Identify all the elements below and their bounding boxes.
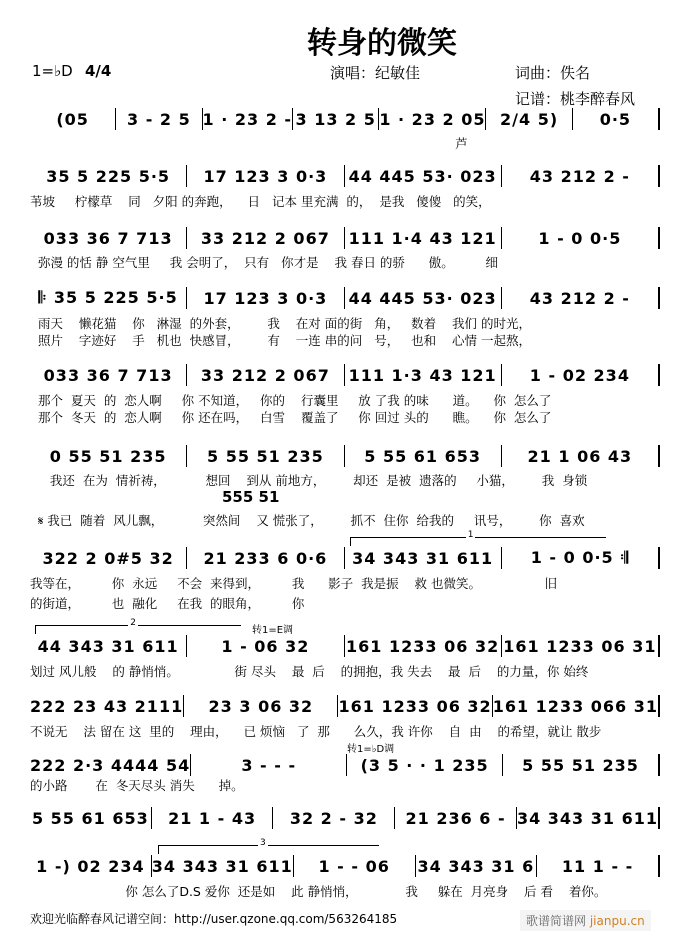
lyric-line: 你 怎么了D.S 爱你 还是如 此 静悄悄， 我 躲在 月亮身 后 看 着你。: [30, 884, 607, 899]
measure: 34 343 31 611: [345, 547, 502, 569]
lyric-line: 的小路 在 冬天尽头 消失 掉。: [30, 778, 244, 793]
staff-row: [30, 807, 660, 829]
measure: 1 · 23 2 05: [379, 109, 486, 129]
measure: 21 1 - 43: [152, 807, 274, 829]
measure: 111 1·3 43 121: [345, 364, 502, 386]
measure: 161 1233 066 31: [492, 696, 659, 716]
measure: 34 343 31 611: [516, 808, 658, 828]
transcriber: 记谱：桃李醉春风: [515, 90, 636, 108]
measure: 1 - 02 234: [502, 364, 660, 386]
measure: 161 1233 06 32: [345, 635, 502, 657]
measure: 5 55 51 235: [503, 754, 660, 776]
staff-row: [30, 855, 660, 877]
volta-bracket: 3: [158, 845, 379, 854]
measure: 5 55 51 235: [187, 445, 344, 467]
modulation-mark: 转1=♭D调: [347, 744, 395, 755]
measure: 161 1233 06 31: [502, 635, 660, 657]
alternate-notes: 555 51: [222, 488, 280, 506]
measure: 44 445 53· 023: [345, 287, 502, 309]
measure: 111 1·4 43 121: [345, 227, 502, 249]
lyric-line: 照片 字迹好 手 机也 快感冒， 有 一连 串的问 号， 也和 心情 一起熬，: [30, 333, 531, 348]
measure: 222 2·3 4444 54: [30, 755, 191, 775]
measure: 32 2 - 32: [273, 807, 395, 829]
song-title: 转身的微笑: [307, 26, 457, 61]
lyric-line: 苇坡 柠檬草 同 夕阳 的奔跑， 日 记本 里充满 的， 是我 傻傻 的笑，: [30, 194, 491, 209]
lyric-line: 不说无 法 留在 这 里的 理由， 已 烦恼 了 那 么久，我 许你 自 由 的希望，就让 散步: [30, 724, 602, 739]
lyric-line: 雨天 懒花猫 你 淋湿 的外套， 我 在对 面的街 角， 数着 我们 的时光，: [30, 316, 531, 331]
measure: 34 343 31 611: [151, 856, 293, 876]
measure: 17 123 3 0·3: [187, 165, 344, 187]
measure: 3 - 2 5: [116, 108, 202, 130]
measure: 0·5: [573, 108, 660, 130]
singer: 演唱：纪敏佳: [330, 64, 421, 82]
measure: 322 2 0#5 32: [30, 547, 187, 569]
staff-row: [30, 364, 660, 386]
volta-bracket: 1: [350, 537, 606, 546]
staff-row: [30, 165, 660, 187]
measure: 2/4 5): [486, 108, 572, 130]
lyric-line: 那个 夏天 的 恋人啊 你 不知道， 你的 行囊里 放 了我 的味 道。 你 怎么了: [30, 393, 552, 408]
lyric-line: 弥漫 的恬 静 空气里 我 会明了， 只有 你才是 我 春日 的骄 傲。 细: [30, 255, 499, 270]
measure: 1 - - 06: [294, 855, 416, 877]
staff-row: [30, 635, 660, 657]
staff-row: [30, 695, 660, 717]
measure: 1 - 0 0·5: [502, 227, 660, 249]
lyric-line: 我等在， 你 永远 不会 来得到， 我 影子 我是振 救 也微笑。 旧: [30, 576, 558, 591]
volta-bracket: 2: [35, 625, 241, 634]
staff-row: [30, 547, 660, 569]
measure: (05: [30, 108, 116, 130]
staff-row: [30, 227, 660, 249]
measure: 033 36 7 713: [30, 364, 187, 386]
measure: 0 55 51 235: [30, 445, 187, 467]
measure: 21 236 6 -: [395, 807, 517, 829]
measure: 1 - 06 32: [187, 635, 344, 657]
measure: 33 212 2 067: [187, 364, 344, 386]
lyric-line: 那个 冬天 的 恋人啊 你 还在吗， 白雪 覆盖了 你 回过 头的 瞧。 你 怎么了: [30, 410, 552, 425]
lyric-line: 𝄋 我已 随着 风儿飘， 突然间 又 慌张了， 抓不 住你 给我的 讯号， 你 喜欢: [30, 513, 585, 528]
lyric-line: 的街道， 也 融化 在我 的眼角， 你: [30, 596, 305, 611]
measure: 1 -) 02 234: [30, 855, 152, 877]
staff-row: [30, 754, 660, 776]
measure: 23 3 06 32: [184, 695, 338, 717]
staff-row: [30, 445, 660, 467]
key-signature: 1=♭D: [32, 62, 73, 80]
measure: 35 5 225 5·5: [30, 165, 187, 187]
composer: 词曲：佚名: [515, 64, 591, 82]
measure: 44 343 31 611: [30, 635, 187, 657]
measure: 21 1 06 43: [502, 445, 660, 467]
measure: 44 445 53· 023: [345, 165, 502, 187]
measure: 1 - 0 0·5 𝄇: [502, 547, 660, 569]
measure: 43 212 2 -: [502, 287, 660, 309]
measure: 11 1 - -: [537, 855, 660, 877]
lyric-line: 芦: [30, 136, 468, 151]
watermark-logo: 歌谱简谱网 jianpu.cn: [520, 910, 651, 931]
measure: 222 23 43 2111: [30, 696, 184, 716]
measure: 3 13 2 5: [293, 108, 379, 130]
lyric-line: 我还 在为 情祈祷， 想回 到从 前地方， 却还 是被 遗落的 小猫， 我 身锁: [30, 473, 588, 488]
measure: 17 123 3 0·3: [187, 287, 344, 309]
measure: 33 212 2 067: [187, 227, 344, 249]
measure: 43 212 2 -: [502, 165, 660, 187]
staff-row: [30, 287, 660, 309]
modulation-mark: 转1=E调: [252, 625, 294, 636]
measure: 𝄆 35 5 225 5·5: [30, 287, 187, 309]
measure: 1 · 23 2 -: [202, 109, 293, 129]
measure: 033 36 7 713: [30, 227, 187, 249]
measure: 34 343 31 6: [416, 855, 538, 877]
footer-text: 欢迎光临醉春风记谱空间：http://user.qzone.qq.com/563264185: [30, 912, 398, 926]
measure: 21 233 6 0·6: [187, 547, 344, 569]
time-signature: 4/4: [85, 62, 112, 80]
staff-row: [30, 108, 660, 130]
measure: 3 - - -: [191, 754, 347, 776]
measure: (3 5 · · 1 235: [347, 754, 503, 776]
measure: 161 1233 06 32: [338, 696, 492, 716]
measure: 5 55 61 653: [345, 445, 502, 467]
measure: 5 55 61 653: [30, 807, 152, 829]
lyric-line: 划过 风儿般 的 静悄悄。 街 尽头 最 后 的拥抱，我 失去 最 后 的力量，你 始终: [30, 664, 589, 679]
